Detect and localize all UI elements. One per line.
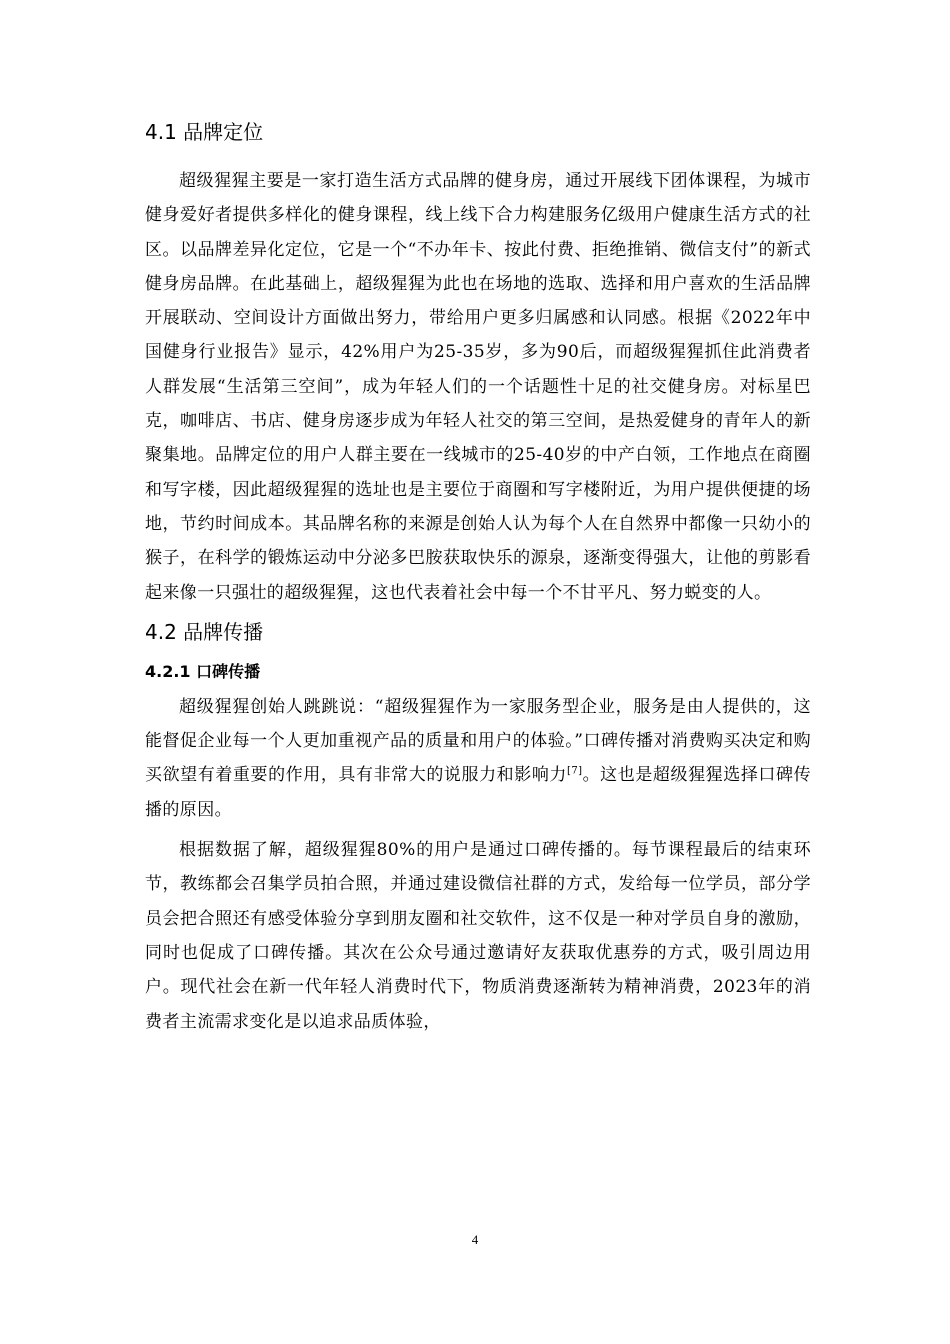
section-brand-communication bbox=[145, 618, 811, 1039]
paragraph-text: 超级猩猩创始人跳跳说：“超级猩猩作为一家服务型企业，服务是由人提供的，这能督促企业每一个人更加重视产品的质量和用户的体验。”口碑传播对消费购买决定和购买欲望有着重要的作用，具有非常大的说服力和影响力 bbox=[145, 696, 811, 786]
page-content bbox=[145, 118, 811, 1039]
section-brand-positioning bbox=[145, 118, 811, 610]
section-title: 4.2 品牌传播 bbox=[145, 619, 264, 644]
body-paragraph bbox=[145, 690, 811, 827]
citation-reference: [7] bbox=[567, 765, 583, 777]
section-title: 4.1 品牌定位 bbox=[145, 120, 264, 144]
subsection-title: 4.2.1 口碑传播 bbox=[145, 661, 261, 681]
page-number: 4 bbox=[471, 1232, 479, 1247]
body-paragraph: 超级猩猩主要是一家打造生活方式品牌的健身房，通过开展线下团体课程，为城市健身爱好者提供多样化的健身课程，线上线下合力构建服务亿级用户健康生活方式的社区。以品牌差异化定位，它是一个“不办年卡、按此付费、拒绝推销、微信支付”的新式健身房品牌。在此基础上，超级猩猩为此也在场地的选取、选择和用户喜欢的生活品牌开展联动、空间设计方面做出努力，带给用户更多归属感和认同感。根据《2022年中国健身行业报告》显示，42%用户为25-35岁，多为90后，而超级猩猩抓住此消费者人群发展“生活第三空间”，成为年轻人们的一个话题性十足的社交健身房。对标星巴克，咖啡店、书店、健身房逐步成为年轻人社交的第三空间，是热爱健身的青年人的新聚集地。品牌定位的用户人群主要在一线城市的25-40岁的中产白领，工作地点在商圈和写字楼，因此超级猩猩的选址也是主要位于商圈和写字楼附近，为用户提供便捷的场地，节约时间成本。其品牌名称的来源是创始人认为每个人在自然界中都像一只幼小的猴子，在科学的锻炼运动中分泌多巴胺获取快乐的源泉，逐渐变得强大，让他的剪影看起来像一只强壮的超级猩猩，这也代表着社会中每一个不甘平凡、努力蜕变的人。 bbox=[145, 171, 811, 603]
paragraph-text: 。这也是超级猩猩选择口碑传播的原因。 bbox=[145, 765, 811, 820]
body-paragraph: 根据数据了解，超级猩猩80%的用户是通过口碑传播的。每节课程最后的结束环节，教练都会召集学员拍合照，并通过建设微信社群的方式，发给每一位学员，部分学员会把合照还有感受体验分享到朋友圈和社交软件，这不仅是一种对学员自身的激励，同时也促成了口碑传播。其次在公众号通过邀请好友获取优惠券的方式，吸引周边用户。现代社会在新一代年轻人消费时代下，物质消费逐渐转为精神消费，2023年的消费者主流需求变化是以追求品质体验， bbox=[145, 840, 811, 1032]
